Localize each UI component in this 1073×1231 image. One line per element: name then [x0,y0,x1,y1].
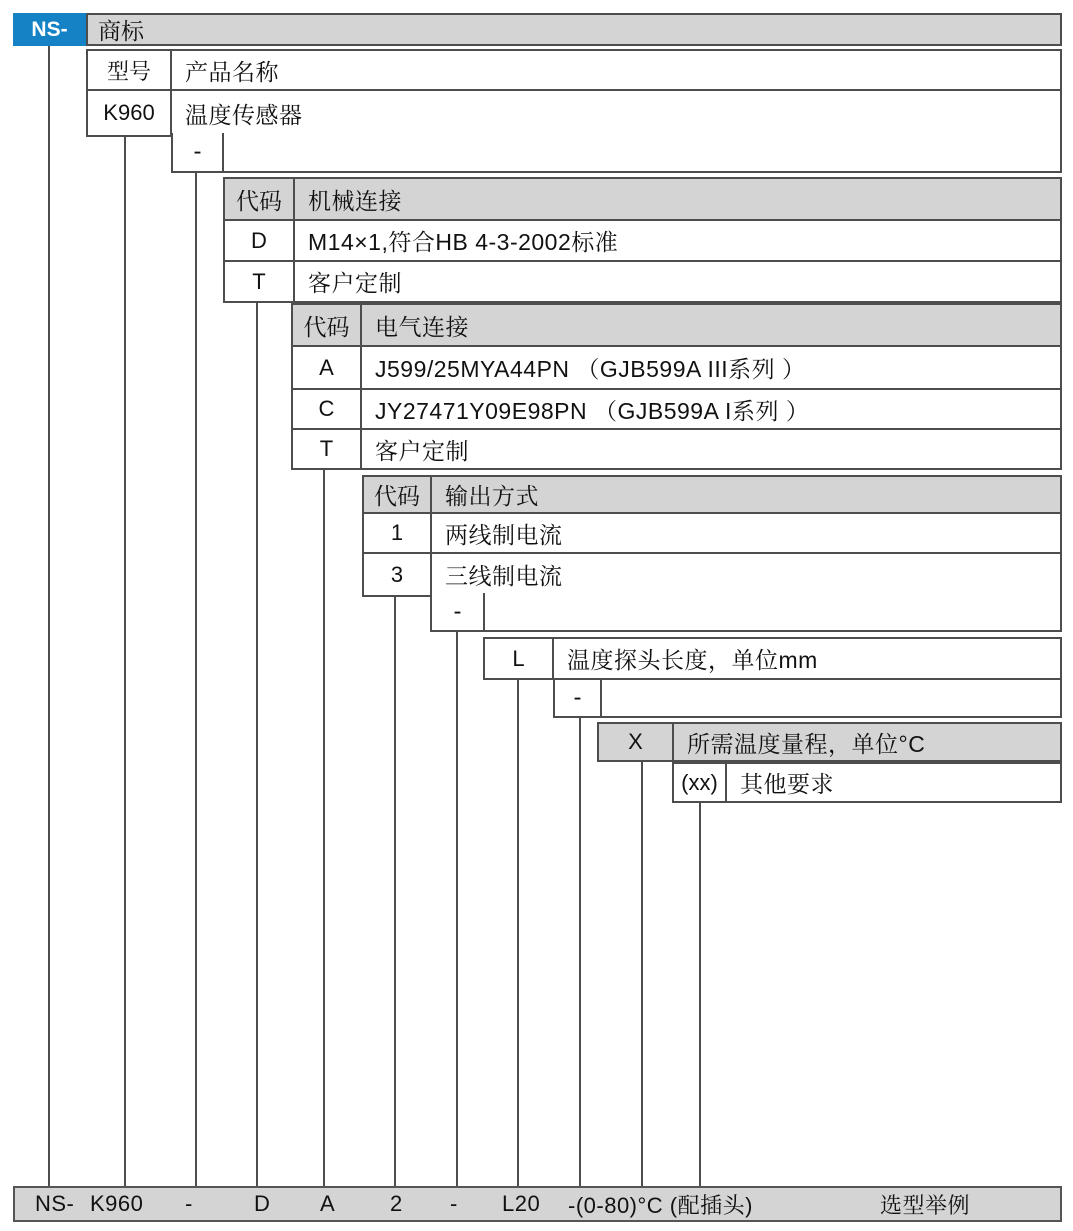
connector-line-length [517,678,519,1188]
section-title-cell: 机械连接 [308,187,402,214]
selection-example-bar [13,1186,1062,1222]
table-row [225,260,1060,301]
table-row [364,552,1060,595]
other-requirements-row [672,762,1062,803]
desc-cell: M14×1,符合HB 4-3-2002标准 [308,229,619,255]
connector-line-dash3 [579,716,581,1188]
electrical-connection-table [291,303,1062,470]
desc-cell: J599/25MYA44PN （GJB599A III系列 ） [375,356,806,382]
code-cell: L [485,639,554,678]
electrical-header-row [293,305,1060,345]
dash-separator-2 [430,593,1062,632]
connector-line-output [394,591,396,1188]
code-header-cell: 代码 [225,179,295,219]
code-cell: D [225,221,295,260]
example-value: D [254,1191,271,1216]
probe-length-row [483,637,1062,680]
code-cell: T [293,430,362,468]
output-mode-table [362,475,1062,597]
connector-line-brand [48,44,50,1188]
desc-cell: 客户定制 [308,270,402,296]
connector-line-model [124,131,126,1188]
desc-cell: 两线制电流 [445,521,563,548]
example-value: - [185,1191,193,1216]
table-row [225,219,1060,260]
model-value-row [88,89,1060,135]
model-header-cell: 型号 [88,51,172,89]
example-value: A [320,1191,336,1216]
temperature-range-row [597,722,1062,762]
section-title-cell: 输出方式 [445,483,539,509]
example-value: L20 [502,1191,541,1216]
table-row [293,428,1060,468]
table-row [293,345,1060,388]
output-header-row [364,477,1060,512]
model-table [86,49,1062,137]
connector-line-range [641,760,643,1188]
model-header-row [88,51,1060,89]
table-row [293,388,1060,428]
code-cell: 3 [364,554,432,595]
product-name-header-cell: 产品名称 [185,58,279,85]
code-cell: (xx) [674,764,727,801]
example-value: 2 [390,1191,403,1216]
model-code-cell: K960 [88,91,172,135]
code-header-cell: 代码 [293,305,362,345]
example-value: -(0-80)°C (配插头) [568,1192,753,1218]
connector-line-other [699,801,701,1188]
example-value: K960 [90,1191,144,1216]
code-cell: X [599,724,674,760]
table-row [364,512,1060,552]
brand-badge: NS- [13,13,86,46]
code-cell: 1 [364,514,432,552]
code-cell: T [225,262,295,301]
desc-cell: 其他要求 [740,771,834,797]
desc-cell: JY27471Y09E98PN （GJB599A I系列 ） [375,397,810,424]
desc-cell: 三线制电流 [445,563,563,589]
example-value: - [450,1191,458,1216]
desc-cell: 温度探头长度，单位mm [567,647,818,673]
code-cell: C [293,390,362,428]
code-cell: A [293,347,362,388]
dash-cell-3: - [555,680,602,716]
desc-cell: 所需温度量程，单位°C [687,730,926,757]
trademark-header: 商标 [86,13,1062,46]
connector-line-mechanical [256,297,258,1188]
section-title-cell: 电气连接 [375,313,469,340]
dash-separator-3 [553,680,1062,718]
code-header-cell: 代码 [364,477,432,512]
mechanical-header-row [225,179,1060,219]
product-name-cell: 温度传感器 [185,101,303,128]
example-caption: 选型举例 [880,1192,971,1218]
connector-line-dash1 [195,171,197,1188]
mechanical-connection-table [223,177,1062,303]
connector-line-electrical [323,464,325,1188]
dash-cell-1: - [173,133,224,171]
desc-cell: 客户定制 [375,437,469,464]
connector-line-dash2 [456,630,458,1188]
dash-cell-2: - [432,593,485,630]
dash-separator-1 [171,133,1062,173]
example-value: NS- [35,1191,75,1216]
